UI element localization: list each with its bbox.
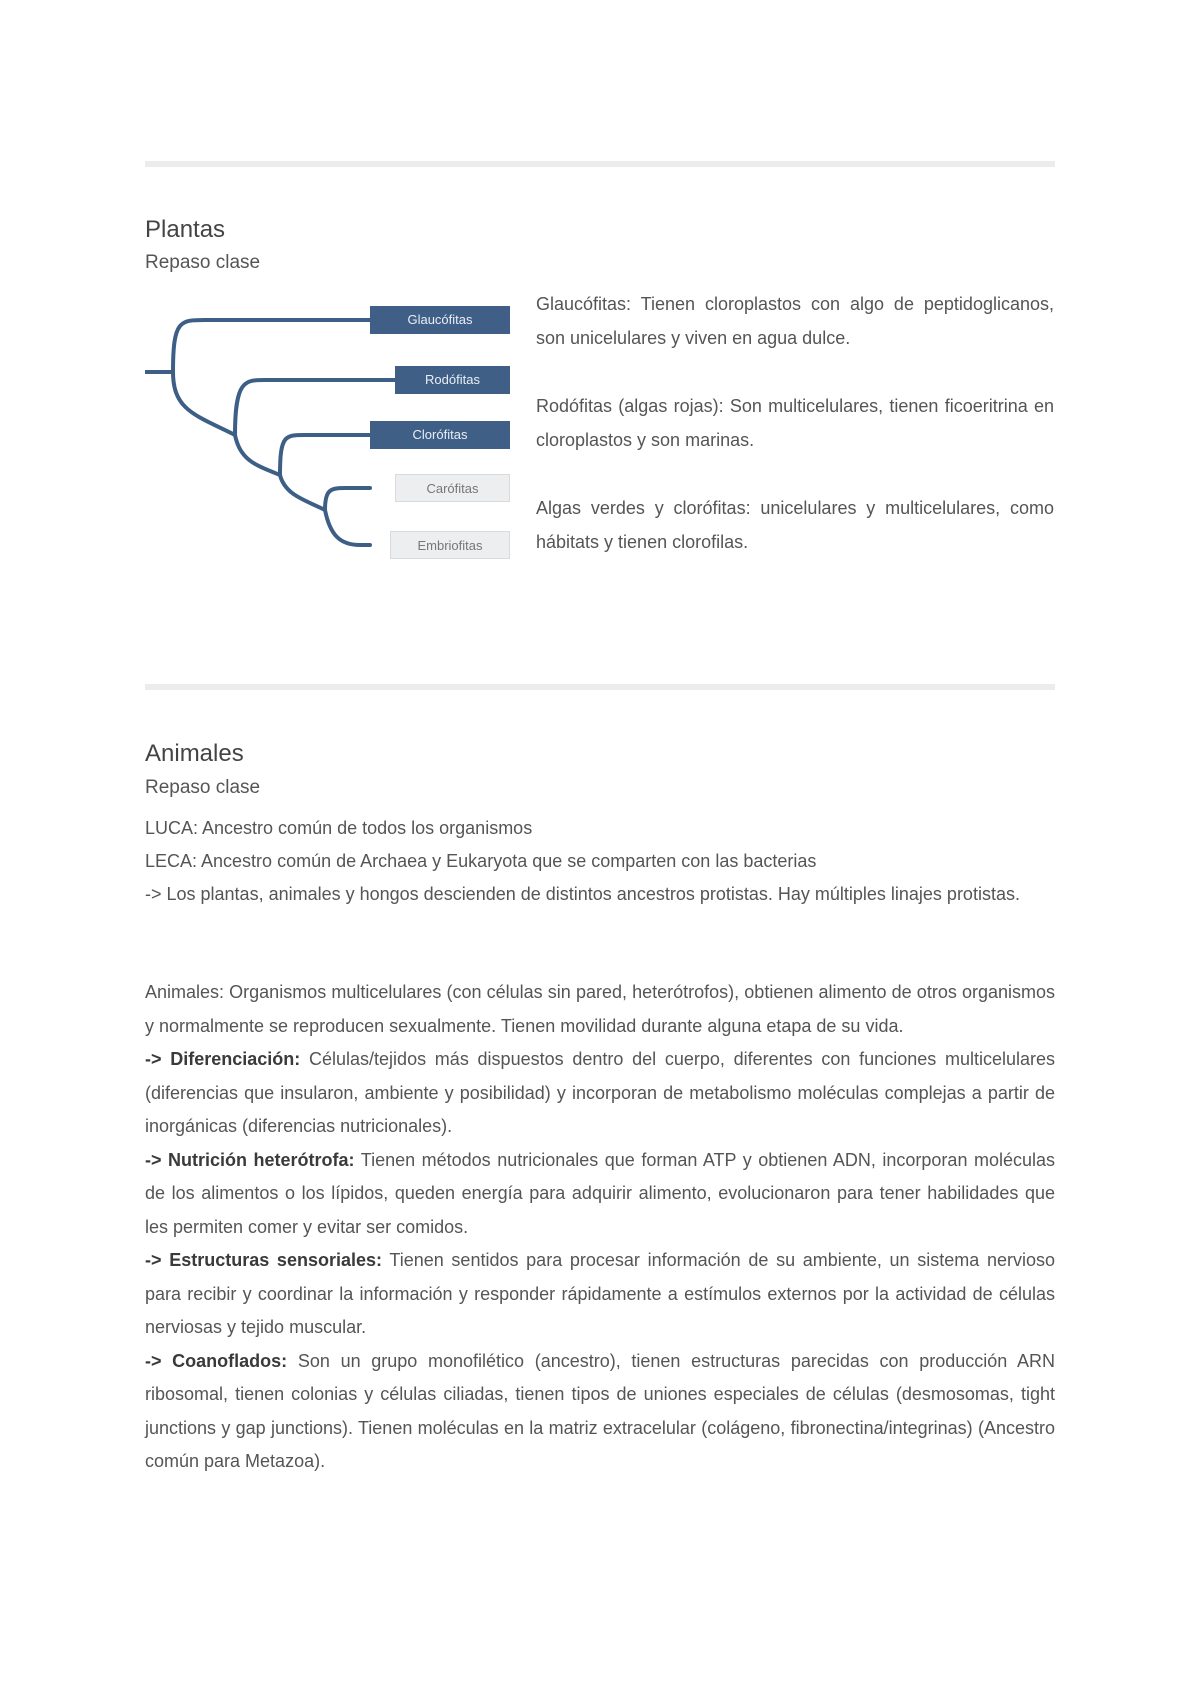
plant-desc-glaucophytes: Glaucófitas: Tienen cloroplastos con algo de peptidoglicanos, son unicelulares y viven en agua dulce. [536,294,1054,348]
animal-paragraphs [145,976,1055,1479]
section-divider [145,161,1055,167]
phylogenetic-tree [145,290,515,570]
note-protists: -> Los plantas, animales y hongos descienden de distintos ancestros protistas. Hay múltiples linajes protistas. [145,884,1020,904]
note-leca: LECA: Ancestro común de Archaea y Eukaryota que se comparten con las bacterias [145,851,817,871]
tree-label-rhodophytes: Rodófitas [395,366,510,394]
note-luca: LUCA: Ancestro común de todos los organismos [145,818,533,838]
plants-subtitle: Repaso clase [145,252,261,273]
animal-point [145,1345,1055,1479]
plant-descriptions [536,287,1054,593]
plants-title: Plantas [145,216,226,243]
animals-subtitle: Repaso clase [145,777,261,798]
animal-point-text: Células/tejidos más dispuestos dentro del cuerpo, diferentes con funciones multicelulares (diferencias que insularon, ambiente y posibilidad) y incorporan de metabolismo moléculas complejas a partir de inorgánicas (diferencias nutricionales). [145,1049,1056,1136]
animal-point-text: Son un grupo monofilético (ancestro), tienen estructuras parecidas con producción ARN ribosomal, tienen colonias y células ciliadas, tienen tipos de uniones especiales de células (desmosomas, tight junctions y gap junctions). Tienen moléculas en la matriz extracelular (colágeno, fibronectina/integrinas) (Ancestro común para Metazoa). [145,1350,1055,1471]
animal-notes [145,812,1055,911]
animal-point-term: -> Estructuras sensoriales: [145,1250,382,1270]
tree-label-glaucophytes: Glaucófitas [370,306,510,334]
tree-label-chlorophytes: Clorófitas [370,421,510,449]
animal-point-term: -> Diferenciación: [145,1049,301,1069]
animals-title: Animales [145,740,244,767]
plant-desc-rhodophytes: Rodófitas (algas rojas): Son multicelulares, tienen ficoeritrina en cloroplastos y son marinas. [536,396,1054,450]
tree-label-embryophytes: Embriofitas [390,531,510,559]
animal-point-term: -> Nutrición heterótrofa: [145,1149,355,1170]
animal-point-term: -> Coanoflados: [145,1350,288,1371]
tree-label-charophytes: Carófitas [395,474,510,502]
animal-point [145,1144,1055,1245]
animal-point [145,1043,1055,1144]
animal-intro: Animales: Organismos multicelulares (con células sin pared, heterótrofos), obtienen alimento de otros organismos y normalmente se reproducen sexualmente. Tienen movilidad durante alguna etapa de su vida. [145,982,1055,1036]
animal-point-text: Tienen métodos nutricionales que forman ATP y obtienen ADN, incorporan moléculas de los alimentos o los lípidos, queden energía para adquirir alimento, evolucionaron para tener habilidades que les permiten comer y evitar ser comidos. [145,1149,1056,1237]
animal-point-text: Tienen sentidos para procesar información de su ambiente, un sistema nervioso para recibir y coordinar la información y responder rápidamente a estímulos externos por la actividad de células nerviosas y tejido muscular. [145,1250,1055,1337]
plant-desc-green-algae: Algas verdes y clorófitas: unicelulares y multicelulares, como hábitats y tienen clorofilas. [536,498,1054,552]
section-divider [145,684,1055,690]
animal-point [145,1244,1055,1345]
